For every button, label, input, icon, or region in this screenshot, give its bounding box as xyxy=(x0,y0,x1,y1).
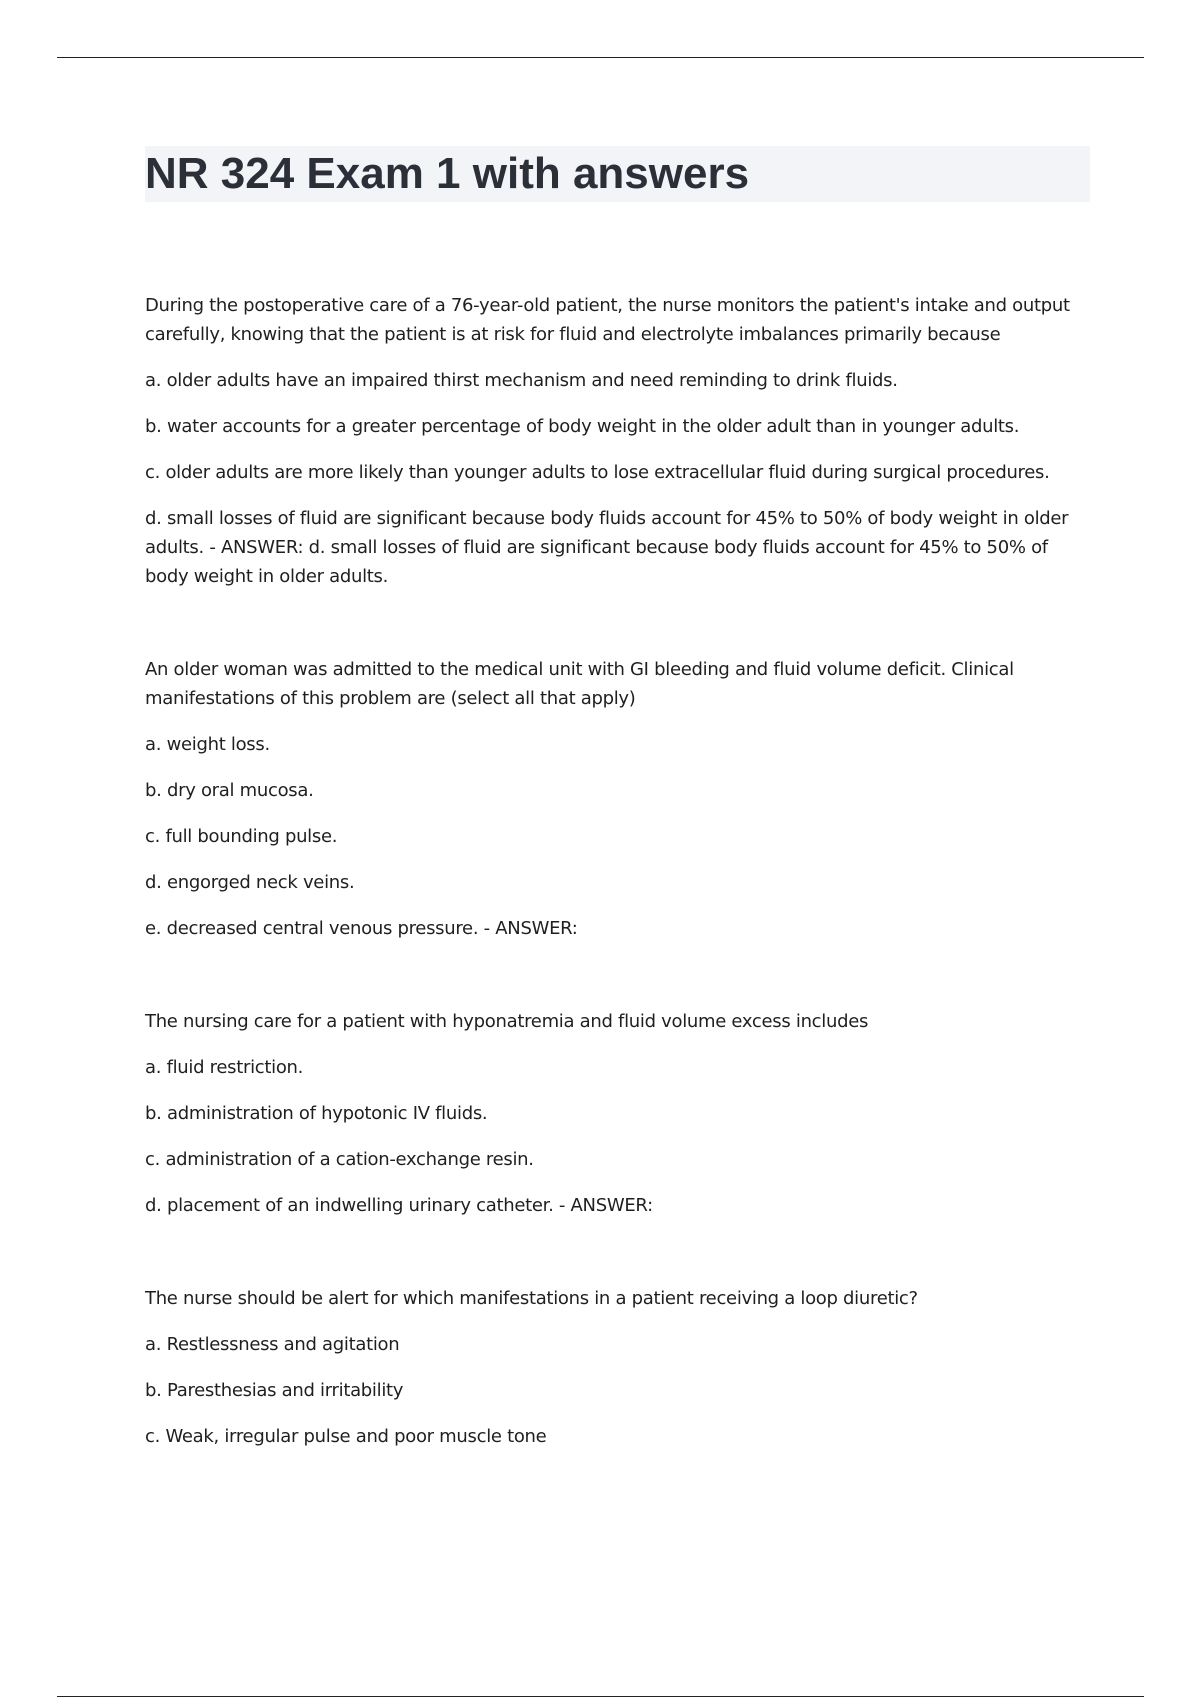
answer-option: a. Restlessness and agitation xyxy=(145,1334,400,1355)
question-block xyxy=(145,655,1090,943)
answer-option: d. engorged neck veins. xyxy=(145,872,355,893)
answer-option: a. fluid restriction. xyxy=(145,1057,304,1078)
answer-option: c. administration of a cation-exchange resin. xyxy=(145,1149,534,1170)
header-rule xyxy=(57,57,1144,58)
question-text: An older woman was admitted to the medical unit with GI bleeding and fluid volume deficit. Clinical manifestations of this problem are (select all that apply) xyxy=(145,659,1014,709)
question-block xyxy=(145,291,1090,591)
spacer xyxy=(145,608,1090,655)
spacer xyxy=(145,1237,1090,1284)
question-text: The nursing care for a patient with hyponatremia and fluid volume excess includes xyxy=(145,1011,869,1032)
answer-option: c. Weak, irregular pulse and poor muscle tone xyxy=(145,1426,547,1447)
answer-option: b. water accounts for a greater percentage of body weight in the older adult than in younger adults. xyxy=(145,416,1020,437)
page-title: NR 324 Exam 1 with answers xyxy=(145,149,750,198)
question-text: The nurse should be alert for which manifestations in a patient receiving a loop diuretic? xyxy=(145,1288,918,1309)
answer-option: b. administration of hypotonic IV fluids. xyxy=(145,1103,488,1124)
spacer xyxy=(145,960,1090,1007)
answer-option: c. older adults are more likely than younger adults to lose extracellular fluid during surgical procedures. xyxy=(145,462,1050,483)
answer-option: e. decreased central venous pressure. - ANSWER: xyxy=(145,918,578,939)
answer-option: b. Paresthesias and irritability xyxy=(145,1380,404,1401)
question-text: During the postoperative care of a 76-year-old patient, the nurse monitors the patient's intake and output carefully, knowing that the patient is at risk for fluid and electrolyte imbalances primarily because xyxy=(145,295,1070,345)
answer-option: b. dry oral mucosa. xyxy=(145,780,314,801)
answer-option: a. older adults have an impaired thirst mechanism and need reminding to drink fluids. xyxy=(145,370,898,391)
document-body xyxy=(145,291,1090,1468)
footer-rule xyxy=(57,1696,1144,1697)
answer-option: c. full bounding pulse. xyxy=(145,826,338,847)
answer-option: d. placement of an indwelling urinary catheter. - ANSWER: xyxy=(145,1195,653,1216)
question-block xyxy=(145,1007,1090,1220)
answer-option: d. small losses of fluid are significant because body fluids account for 45% to 50% of body weight in older adults. - ANSWER: d. small losses of fluid are significant because body fluids account for 45% to 50% of body weight in older adults. xyxy=(145,508,1069,587)
answer-option: a. weight loss. xyxy=(145,734,270,755)
question-block xyxy=(145,1284,1090,1451)
